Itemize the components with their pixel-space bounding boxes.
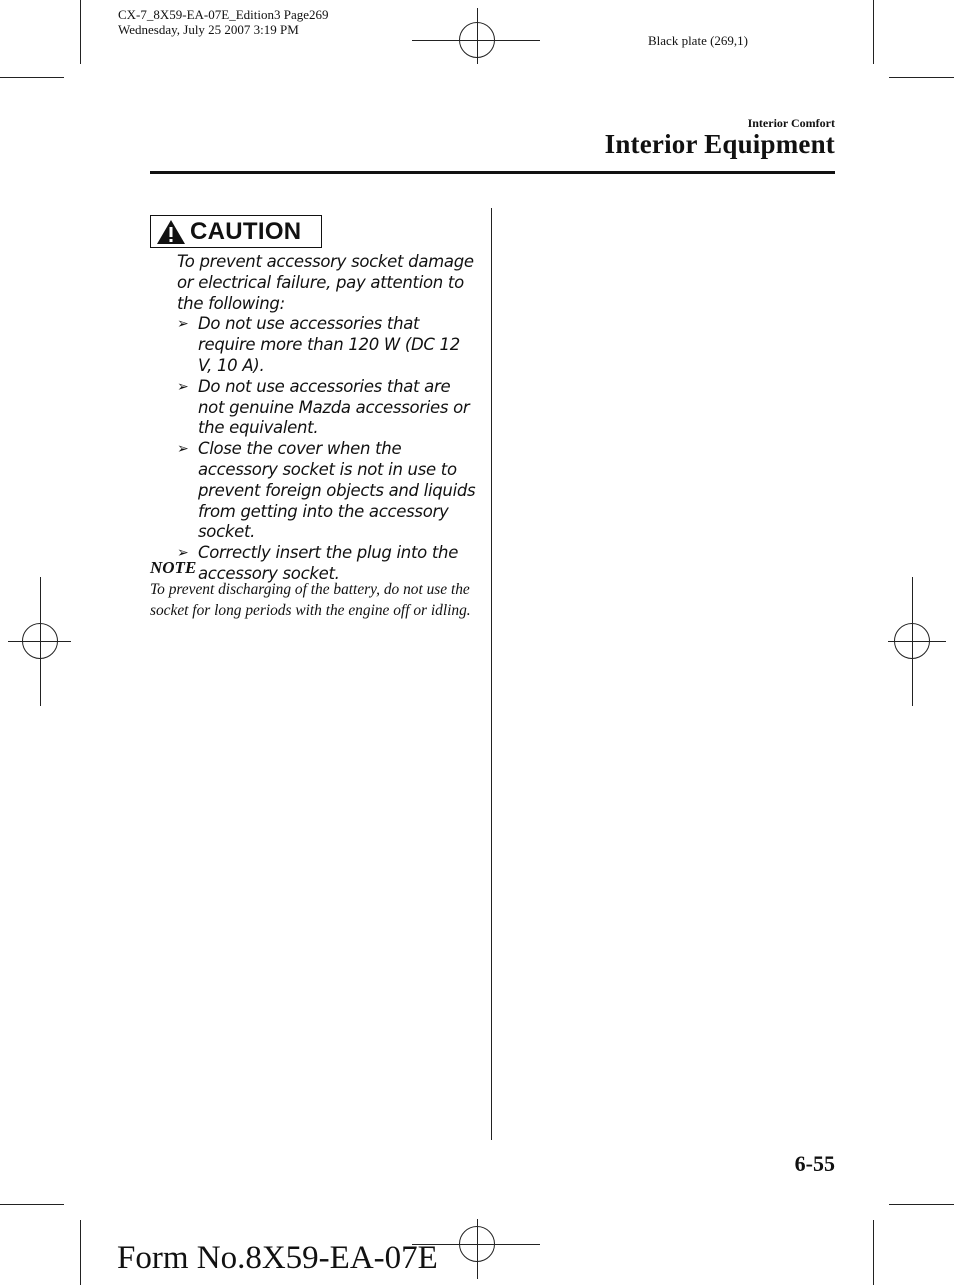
arrowhead-icon: ➢ (177, 545, 189, 562)
list-item (177, 377, 477, 439)
registration-circle (22, 623, 58, 659)
caution-header (150, 215, 322, 248)
crop-mark (80, 0, 81, 64)
arrowhead-icon: ➢ (177, 378, 189, 395)
caution-body (177, 252, 477, 585)
crop-mark (873, 1220, 874, 1285)
caution-intro: To prevent accessory socket damage or electrical failure, pay attention to the following: (177, 252, 474, 313)
bullet-text: Do not use accessories that are not genuine Mazda accessories or the equivalent. (198, 376, 470, 438)
arrowhead-icon: ➢ (177, 441, 189, 458)
header-rule (150, 171, 835, 174)
arrowhead-icon: ➢ (177, 316, 189, 333)
print-file-line: CX-7_8X59-EA-07E_Edition3 Page269 (118, 7, 329, 22)
print-date-line: Wednesday, July 25 2007 3:19 PM (118, 22, 299, 37)
note-title: NOTE (150, 558, 197, 577)
list-item (177, 543, 477, 585)
registration-circle (459, 1226, 495, 1262)
warning-triangle-icon (156, 219, 186, 245)
page-number: 6-55 (794, 1151, 835, 1176)
chapter-label: Interior Comfort (747, 116, 835, 130)
list-item (177, 314, 477, 376)
caution-label: CAUTION (190, 217, 302, 245)
registration-circle (894, 623, 930, 659)
crop-mark (889, 77, 954, 78)
crop-mark (80, 1220, 81, 1285)
crop-mark (0, 1204, 64, 1205)
list-item (177, 439, 477, 543)
registration-circle (459, 22, 495, 58)
black-plate-label: Black plate (269,1) (648, 33, 748, 48)
crop-mark (889, 1204, 954, 1205)
bullet-text: Close the cover when the accessory socket is not in use to prevent foreign objects and liquids from getting into the accessory socket. (198, 439, 476, 542)
caution-bullet-list (177, 314, 477, 584)
bullet-text: Do not use accessories that require more than 120 W (DC 12 V, 10 A). (198, 314, 460, 375)
page-title: Interior Equipment (604, 129, 835, 159)
crop-mark (0, 77, 64, 78)
form-number: Form No.8X59-EA-07E (117, 1240, 438, 1276)
note-text: To prevent discharging of the battery, do not use the socket for long periods with the engine off or idling. (150, 581, 471, 619)
crop-mark (873, 0, 874, 64)
bullet-text: Correctly insert the plug into the accessory socket. (198, 543, 459, 583)
column-divider (491, 208, 492, 1140)
